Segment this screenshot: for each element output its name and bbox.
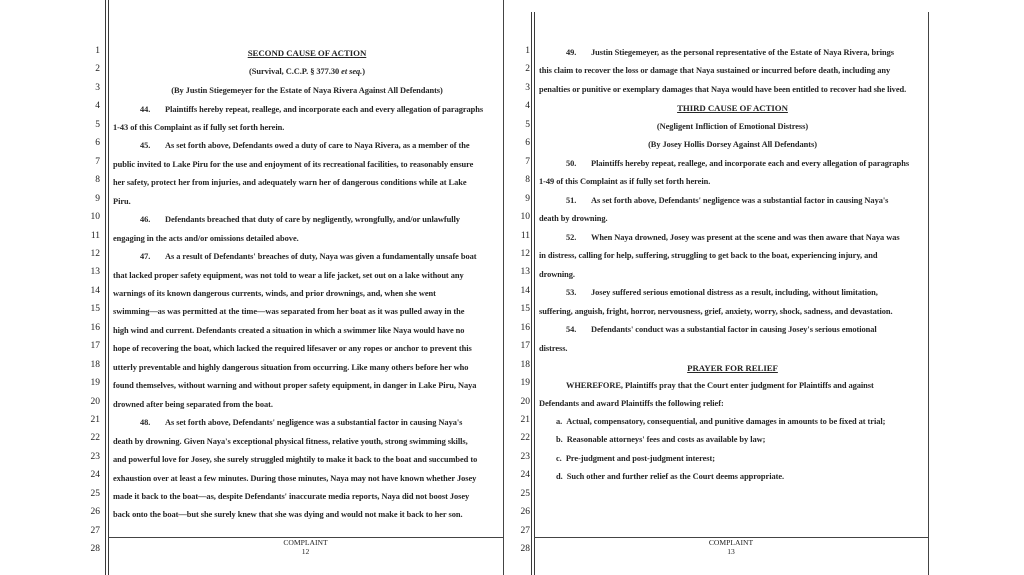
line-text: warnings of its known dangerous currents, winds, and prior drownings, and, when she went [113,289,436,298]
paragraph-number: 54. [566,325,577,335]
margin-rule [534,12,535,575]
line-text: 1-49 of this Complaint as if fully set forth herein. [539,177,711,187]
line-number: 4 [525,101,530,112]
line-number: 21 [90,415,100,425]
line-number: 24 [520,470,530,481]
relief-item-letter: b. [556,435,567,445]
line-number: 22 [520,433,530,444]
line-number: 16 [90,322,100,333]
text-line [539,176,926,188]
text-line [539,213,926,225]
relief-item-letter: d. [556,472,567,482]
text-line [113,343,501,355]
text-line [113,473,501,485]
line-text: high wind and current. Defendants created a situation in which a swimmer like Naya would have no [113,325,465,335]
line-number: 23 [520,451,530,462]
line-number: 13 [520,267,530,278]
line-number: 12 [90,248,100,259]
line-number: 3 [95,82,100,93]
line-number: 2 [525,64,530,75]
cause-of-action-subheading: (Negligent Infliction of Emotional Distress) [656,122,809,131]
paragraph-start-line [113,104,501,116]
text-line [113,270,501,282]
text-line [113,159,501,171]
paragraph-start-line [539,158,926,170]
paragraph-number: 45. [140,141,151,151]
line-number: 4 [95,101,100,112]
text-line [113,491,501,503]
paragraph-start-line [113,214,501,226]
paragraph-number: 47. [140,252,151,262]
line-number: 3 [525,82,530,93]
relief-item [539,416,926,428]
text-line [113,233,501,245]
line-text: Plaintiffs hereby repeat, reallege, and incorporate each and every allegation of paragraphs [591,159,910,168]
line-number: 5 [525,119,530,130]
page-number: 13 [727,547,735,556]
line-number: 1 [95,46,100,56]
line-text: Josey suffered serious emotional distress as a result, including, without limitation, [591,288,878,298]
page-footer [534,538,928,556]
cause-of-action-subheading [113,66,501,78]
line-number: 25 [90,488,100,499]
margin-rule [105,0,106,575]
line-number: 22 [90,433,100,444]
line-number: 25 [520,488,530,499]
line-number: 6 [95,138,100,149]
line-number: 13 [90,267,100,278]
line-text: death by drowning. [539,214,608,224]
cause-of-action-parties: (By Josey Hollis Dorsey Against All Defendants) [648,140,817,149]
line-number: 6 [525,138,530,149]
footer-title: COMPLAINT [708,538,754,547]
line-text: As a result of Defendants' breaches of duty, Naya was given a fundamentally unsafe boat [165,252,477,262]
page-number: 12 [301,547,310,556]
line-text: exhaustion over at least a few minutes. During those minutes, Naya may not have known whether Josey [113,473,477,483]
line-number: 23 [90,451,100,462]
cause-of-action-parties: (By Justin Stiegemeyer for the Estate of Naya Rivera Against All Defendants) [171,86,443,95]
line-number: 8 [95,175,100,186]
line-number: 19 [520,378,530,389]
paragraph-start-line [539,195,926,207]
margin-rule [531,12,532,575]
prayer-intro-continued: Defendants and award Plaintiffs the following relief: [539,399,724,408]
text-line [113,454,501,466]
line-number: 14 [520,285,530,296]
subheading-text: (Survival, C.C.P. § 377.30 et seq.) [249,67,365,76]
line-number: 28 [520,544,530,555]
line-number: 17 [90,341,100,352]
cause-of-action-heading: THIRD CAUSE OF ACTION [677,103,788,113]
line-text: public invited to Lake Piru for the use and enjoyment of its recreational facilities, to reasonably ensure [113,159,474,169]
paragraph-number: 51. [566,195,577,205]
footer-title: COMPLAINT [283,538,328,547]
line-number: 24 [90,470,100,481]
paragraph-start-line [113,140,501,152]
text-line [539,65,926,77]
relief-item-text: Pre-judgment and post-judgment interest; [565,453,715,463]
paragraph-start-line [539,287,926,299]
line-number: 9 [525,193,530,204]
line-text: 1-43 of this Complaint as if fully set forth herein. [113,122,285,132]
line-number: 9 [95,193,100,204]
paragraph-number: 53. [566,288,577,298]
paragraph-number: 49. [566,48,577,57]
line-text: As set forth above, Defendants' negligence was a substantial factor in causing Naya's [165,418,463,428]
text-line [113,380,501,392]
text-line [539,250,926,262]
paragraph-number: 52. [566,232,577,242]
line-text: engaging in the acts and/or omissions detailed above. [113,233,299,243]
line-number: 16 [520,322,530,333]
line-number: 15 [520,304,530,315]
line-number: 18 [90,359,100,370]
line-text: this claim to recover the loss or damage that Naya sustained or incurred before death, including any [539,66,891,76]
line-number: 11 [520,230,530,241]
right-margin-rule [503,0,504,575]
text-line [113,362,501,374]
text-line [539,306,926,318]
line-number: 27 [520,525,530,536]
line-number: 11 [90,230,100,241]
paragraph-start-line [113,417,501,429]
text-line [113,177,501,189]
line-number: 10 [520,212,530,223]
line-text: hope of recovering the boat, which lacked the required lifesaver or any ropes or anchor to prevent this [113,344,472,354]
cause-of-action-heading: SECOND CAUSE OF ACTION [247,48,367,58]
latin-term: et seq. [341,67,363,76]
line-text: As set forth above, Defendants owed a duty of care to Naya Rivera, as a member of the [165,141,470,151]
complaint-page-13 [510,0,1024,575]
line-number: 2 [95,64,100,75]
line-text: found themselves, without warning and without proper safety equipment, in danger in Lake Piru, Naya [113,381,477,391]
line-text: and powerful love for Josey, she surely struggled mightily to make it back to the boat and succumbed to [113,455,478,465]
line-number: 1 [525,46,530,56]
relief-item [539,434,926,446]
text-line [113,306,501,318]
relief-item-text: Actual, compensatory, consequential, and punitive damages in amounts to be fixed at trial; [566,417,886,426]
text-line [113,399,501,411]
line-number: 7 [95,156,100,167]
line-number: 20 [520,396,530,407]
text-line [113,509,501,521]
relief-item-letter: a. [556,417,567,426]
text-line [539,84,926,96]
paragraph-number: 50. [566,159,577,168]
line-number: 17 [520,341,530,352]
line-text: Defendants' conduct was a substantial factor in causing Josey's serious emotional [591,325,877,335]
complaint-page-12 [0,0,510,575]
prayer-intro-text: Plaintiffs pray that the Court enter judgment for Plaintiffs and against [622,381,874,390]
text-line [113,288,501,300]
line-text: swimming—as was permitted at the time—was separated from her boat as it was pulled away in the [113,307,465,317]
relief-item-letter: c. [556,453,566,463]
line-text: back onto the boat—but she surely knew that she was dying and would not make it back to her son. [113,510,463,520]
line-number: 18 [520,359,530,370]
paragraph-number: 46. [140,215,151,225]
paragraph-start-line [113,251,501,263]
paragraph-start-line [539,324,926,336]
line-number: 20 [90,396,100,407]
line-text: Piru. [113,196,131,206]
line-number: 7 [525,156,530,167]
line-number: 26 [520,507,530,518]
line-text: distress. [539,343,568,353]
line-text: drowned after being separated from the boat. [113,399,273,409]
line-text: death by drowning. Given Naya's exceptional physical fitness, relative youth, strong swimming skills, [113,436,468,446]
prayer-intro [539,380,926,392]
paragraph-number: 48. [140,418,151,428]
line-number: 26 [90,507,100,518]
text-line [539,269,926,281]
line-number: 14 [90,285,100,296]
line-text: her safety, protect her from injuries, and adequately warn her of dangerous conditions while at Lake [113,178,467,188]
line-text: Plaintiffs hereby repeat, reallege, and incorporate each and every allegation of paragraphs [165,104,484,114]
text-line [539,343,926,355]
paragraph-start-line [539,232,926,244]
line-text: that lacked proper safety equipment, was not told to wear a life jacket, set out on a lake without any [113,270,464,280]
line-number: 27 [90,525,100,536]
line-text: penalties or punitive or exemplary damages that Naya would have been entitled to recover had she lived. [539,84,907,94]
line-number: 5 [95,119,100,130]
right-margin-rule [928,12,929,575]
text-line [113,196,501,208]
text-line [113,122,501,134]
line-text: As set forth above, Defendants' negligence was a substantial factor in causing Naya's [591,195,889,205]
prayer-heading: PRAYER FOR RELIEF [687,363,778,373]
prayer-lead: WHEREFORE, [566,381,623,390]
line-number: 12 [520,248,530,259]
line-text: suffering, anguish, fright, horror, nervousness, grief, anxiety, worry, shock, sadness, and devastation. [539,306,893,316]
paragraph-start-line [539,47,926,59]
relief-item-text: Reasonable attorneys' fees and costs as available by law; [566,435,766,445]
line-text: Justin Stiegemeyer, as the personal representative of the Estate of Naya Rivera, brings [591,48,895,57]
text-line [113,325,501,337]
relief-item [539,453,926,465]
line-text: Defendants breached that duty of care by negligently, wrongfully, and/or unlawfully [165,215,460,225]
relief-item-text: Such other and further relief as the Court deems appropriate. [566,472,785,482]
line-text: drowning. [539,269,575,279]
margin-rule [108,0,109,575]
line-text: utterly preventable and highly dangerous situation from occurring. Like many others before her who [113,362,469,372]
relief-item [539,471,926,483]
line-number: 19 [90,378,100,389]
line-text: When Naya drowned, Josey was present at the scene and was then aware that Naya was [591,232,900,242]
line-number: 10 [90,212,100,223]
line-text: made it back to the boat—as, despite Defendants' inaccurate media reports, Naya did not boost Josey [113,491,470,501]
paragraph-number: 44. [140,104,151,114]
line-number: 21 [520,415,530,425]
line-number: 15 [90,304,100,315]
page-footer [108,538,503,556]
text-line [113,436,501,448]
line-number: 28 [90,544,100,555]
line-text: in distress, calling for help, suffering, struggling to get back to the boat, experiencing injury, and [539,251,878,261]
line-number: 8 [525,175,530,186]
